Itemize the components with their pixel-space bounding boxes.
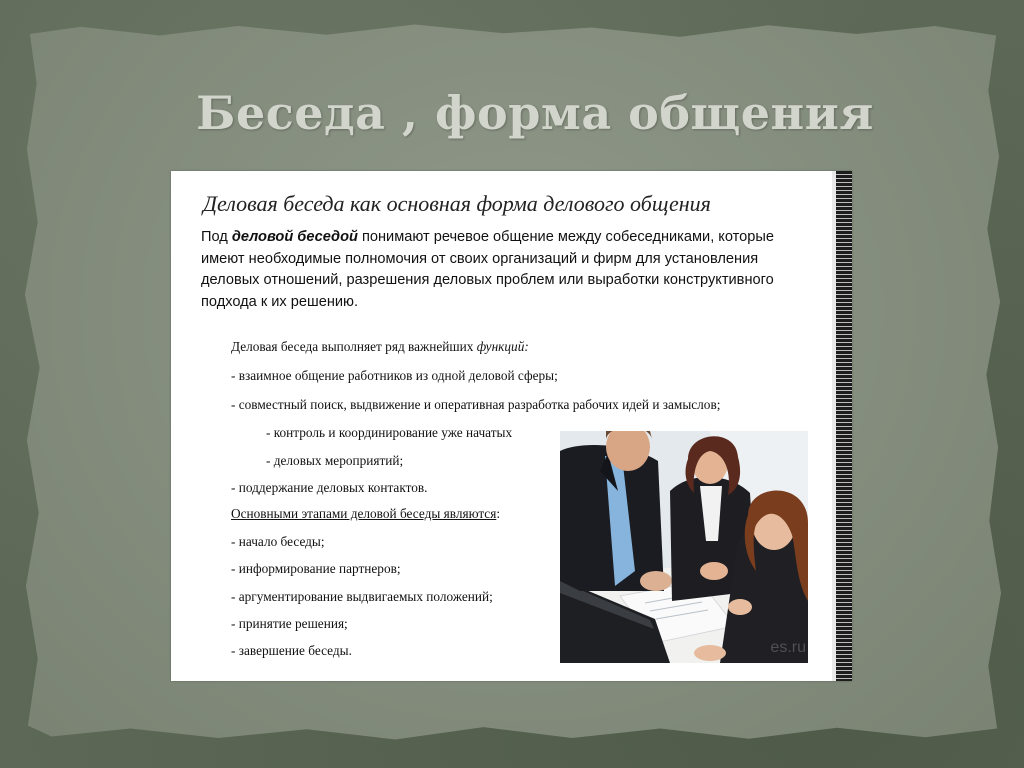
- stage-item: - аргументирование выдвигаемых положений;: [231, 589, 493, 604]
- stage-item: - информирование партнеров;: [231, 561, 401, 576]
- photo-watermark: es.ru: [770, 639, 806, 656]
- intro-prefix: Под: [201, 229, 232, 245]
- function-item: - контроль и координирование уже начатых: [266, 425, 513, 440]
- intro-rest: понимают речевое общение между собеседниками, которые имеют необходимые полномочия от своих организаций и фирм для установления деловых отношений, разрешения деловых проблем или выработки конструктивного подхода к их решению.: [201, 229, 775, 310]
- document-intro: [201, 227, 801, 313]
- document-scroll-edge: [832, 171, 852, 681]
- business-meeting-illustration: [560, 431, 808, 663]
- document-heading: Деловая беседа как основная форма делового общения: [203, 191, 711, 216]
- function-item: - взаимное общение работников из одной деловой сферы;: [231, 368, 558, 383]
- document-image: [171, 171, 852, 681]
- stages-heading: Основными этапами деловой беседы являются: [231, 506, 497, 521]
- functions-intro-text: Деловая беседа выполняет ряд важнейших: [231, 339, 477, 354]
- functions-intro: [231, 339, 529, 355]
- slide-title: Беседа , форма общения: [196, 86, 874, 140]
- stages-colon: :: [496, 506, 501, 521]
- functions-intro-italic: функций:: [476, 339, 529, 354]
- function-item: - совместный поиск, выдвижение и оперативная разработка рабочих идей и замыслов;: [231, 397, 721, 412]
- function-item: - деловых мероприятий;: [266, 453, 404, 468]
- function-item: - поддержание деловых контактов.: [231, 480, 428, 495]
- stage-item: - принятие решения;: [231, 616, 348, 631]
- stages-heading-line: [231, 506, 500, 522]
- stage-item: - начало беседы;: [231, 534, 325, 549]
- business-meeting-photo: [560, 431, 808, 663]
- intro-bold-term: деловой беседой: [231, 229, 358, 245]
- stage-item: - завершение беседы.: [231, 643, 352, 658]
